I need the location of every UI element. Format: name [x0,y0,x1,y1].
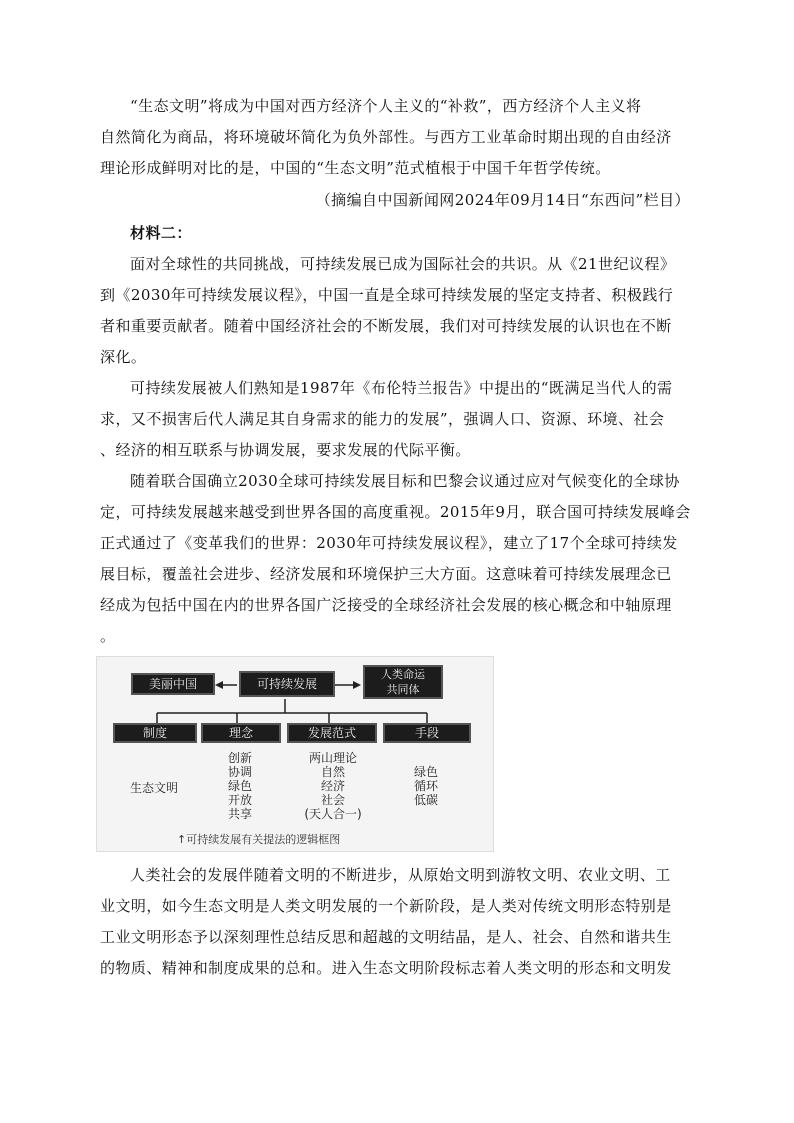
paradigm-item: 经济 [320,779,345,793]
box-development-paradigm: 发展范式 [287,723,377,743]
paradigm-item: 两山理论 [308,751,357,765]
box-sustainable-development: 可持续发展 [239,671,335,697]
paradigm-item: 社会 [320,793,345,807]
concept-item: 共享 [227,807,252,821]
text-line: 者和重要贡献者。随着中国经济社会的不断发展，我们对可持续发展的认识也在不断 [100,317,672,335]
text-line: 面对全球性的共同挑战，可持续发展已成为国际社会的共识。从《21世纪议程》 [130,255,676,273]
box-means: 手段 [383,723,471,743]
concept-item: 协调 [227,765,252,779]
text-line: 、经济的相互联系与协调发展，要求发展的代际平衡。 [100,441,471,459]
text-line: 人类社会的发展伴随着文明的不断进步，从原始文明到游牧文明、农业文明、工 [130,866,671,884]
col-paradigm [293,751,373,821]
concept-item: 开放 [227,793,252,807]
text-line: 工业文明形态予以深刻理性总结反思和超越的文明结晶，是人、社会、自然和谐共生 [100,928,672,946]
text-line: 。 [100,627,116,645]
col-concepts [215,751,265,821]
col-means [401,765,451,807]
box-beautiful-china: 美丽中国 [131,673,215,695]
text-line: 经成为包括中国在内的世界各国广泛接受的全球经济社会发展的核心概念和中轴原理 [100,596,672,614]
text-line: 理论形成鲜明对比的是，中国的“生态文明”范式植根于中国千年哲学传统。 [100,159,611,177]
section-heading: 材料二： [130,224,192,242]
text-line: 随着联合国确立2030全球可持续发展目标和巴黎会议通过应对气候变化的全球协 [130,472,680,490]
paradigm-item: (天人合一) [304,807,362,821]
paradigm-item: 自然 [320,765,345,779]
means-item: 绿色 [413,765,438,779]
text-line: 可持续发展被人们熟知是1987年《布伦特兰报告》中提出的“既满足当代人的需 [130,379,673,397]
means-item: 低碳 [413,793,438,807]
box-system: 制度 [113,723,197,743]
text-line: “生态文明”将成为中国对西方经济个人主义的“补救”，西方经济个人主义将 [130,97,642,115]
means-item: 循环 [413,779,438,793]
text-line: 的物质、精神和制度成果的总和。进入生态文明阶段标志着人类文明的形态和文明发 [100,959,672,977]
text-line: 自然简化为商品，将环境破坏简化为负外部性。与西方工业革命时期出现的自由经济 [100,128,672,146]
text-line: 业文明，如今生态文明是人类文明发展的一个新阶段，是人类对传统文明形态特别是 [100,897,672,915]
box-shared-future-line: 共同体 [386,683,420,696]
text-line: 求，又不损害后代人满足其自身需求的能力的发展”，强调人口、资源、环境、社会 [100,410,665,428]
col-ecological-civilization: 生态文明 [129,781,178,795]
logic-framework-figure [96,656,494,852]
figure-caption: ↑可持续发展有关提法的逻辑框图 [177,833,341,846]
box-concept: 理念 [201,723,281,743]
box-shared-future-line: 人类命运 [381,668,425,681]
concept-item: 创新 [227,751,252,765]
text-line: 定，可持续发展越来越受到世界各国的高度重视。2015年9月，联合国可持续发展峰会 [100,503,691,521]
text-line: 到《2030年可持续发展议程》，中国一直是全球可持续发展的坚定支持者、积极践行 [100,286,674,304]
source-citation: （摘编自中国新闻网2024年09月14日“东西问”栏目） [315,191,690,209]
box-shared-future [363,665,443,699]
text-line: 展目标，覆盖社会进步、经济发展和环境保护三大方面。这意味着可持续发展理念已 [100,565,672,583]
text-line: 正式通过了《变革我们的世界：2030年可持续发展议程》，建立了17个全球可持续发 [100,534,678,552]
concept-item: 绿色 [227,779,252,793]
text-line: 深化。 [100,348,147,366]
